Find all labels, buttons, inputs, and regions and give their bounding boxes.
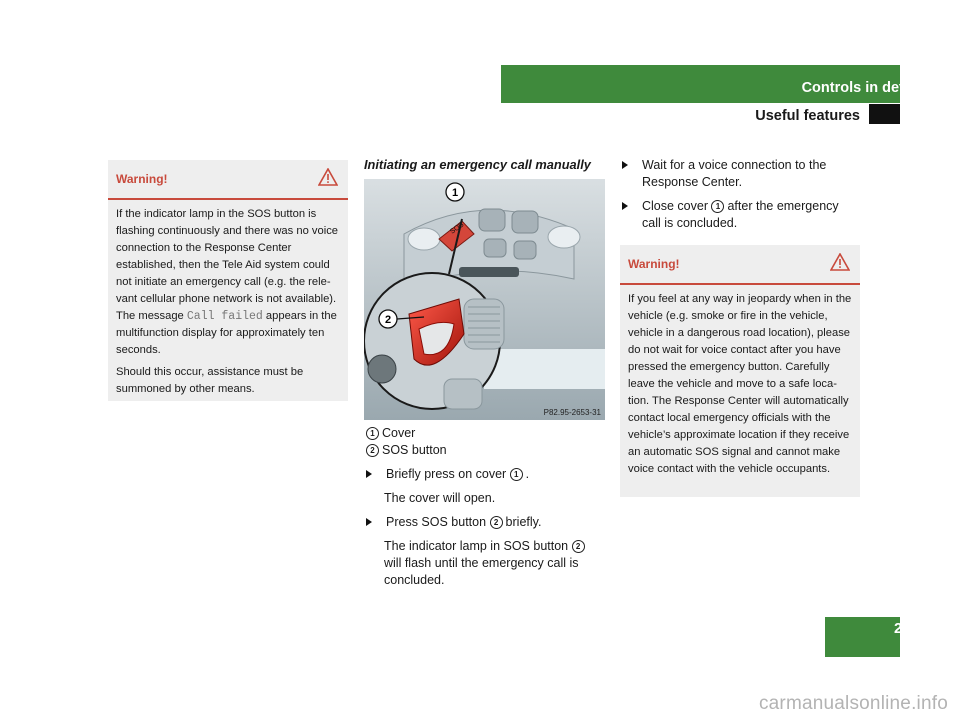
warning-triangle-icon — [830, 253, 850, 271]
legend-item-sos-button: 2 SOS button — [366, 442, 447, 459]
warning-box-left — [108, 160, 348, 401]
svg-text:1: 1 — [452, 187, 459, 199]
svg-text:SOS: SOS — [449, 221, 466, 236]
svg-text:2: 2 — [385, 314, 392, 326]
step-result-cover-opens: The cover will open. — [384, 491, 496, 505]
warning-title: Warning! — [628, 257, 680, 271]
figure-title: Initiating an emergency call manually — [364, 157, 591, 172]
display-message: Call failed — [186, 310, 263, 323]
warning-title: Warning! — [116, 172, 168, 186]
warning-header — [620, 245, 860, 285]
warning-body — [620, 285, 860, 478]
overhead-console-drawing — [364, 179, 605, 420]
sos-button-illustration — [364, 179, 605, 420]
page-number: 289 — [893, 620, 919, 637]
warning-box-right — [620, 245, 860, 497]
warning-paragraph: If you feel at any way in jeopardy when in the vehicle (e.g. smoke or fire in the vehicle, vehicle in a dangerous road location), please do not wait for voice contact after you have pressed the emergency button. Carefully leave the vehicle and move to a safe loca-tion. The Response Center will automatically contact local emergency officials with the vehicle’s approximate location if they receive an automatic SOS signal and cannot make voice contact with the vehicle occupants. — [628, 293, 852, 475]
warning-paragraph-2: Should this occur, assistance must be summoned by other means. — [116, 366, 304, 395]
warning-header — [108, 160, 348, 200]
thumb-tab — [869, 104, 900, 124]
section-title: Useful features — [755, 108, 860, 124]
legend-item-cover: 1 Cover — [366, 425, 415, 442]
chapter-title: Controls in detail — [801, 80, 920, 96]
warning-triangle-icon — [318, 168, 338, 186]
warning-body — [108, 200, 348, 398]
figure-code: P82.95-2653-31 — [543, 408, 601, 417]
watermark: carmanualsonline.info — [758, 693, 948, 714]
page-number-box — [825, 617, 900, 657]
warning-paragraph-1: If the indicator lamp in the SOS button is flashing continuously and there was no voice connection to the Response Center established, then the Tele Aid system could not initiate an emergency call (e.g. the rele-vant cellular phone network is not available). The message Call failed appears in the multifunction display for approximately ten seconds. — [116, 208, 339, 356]
step-result-lamp-flashes: The indicator lamp in SOS button 2 will flash until the emergency call is concluded. — [384, 538, 604, 589]
